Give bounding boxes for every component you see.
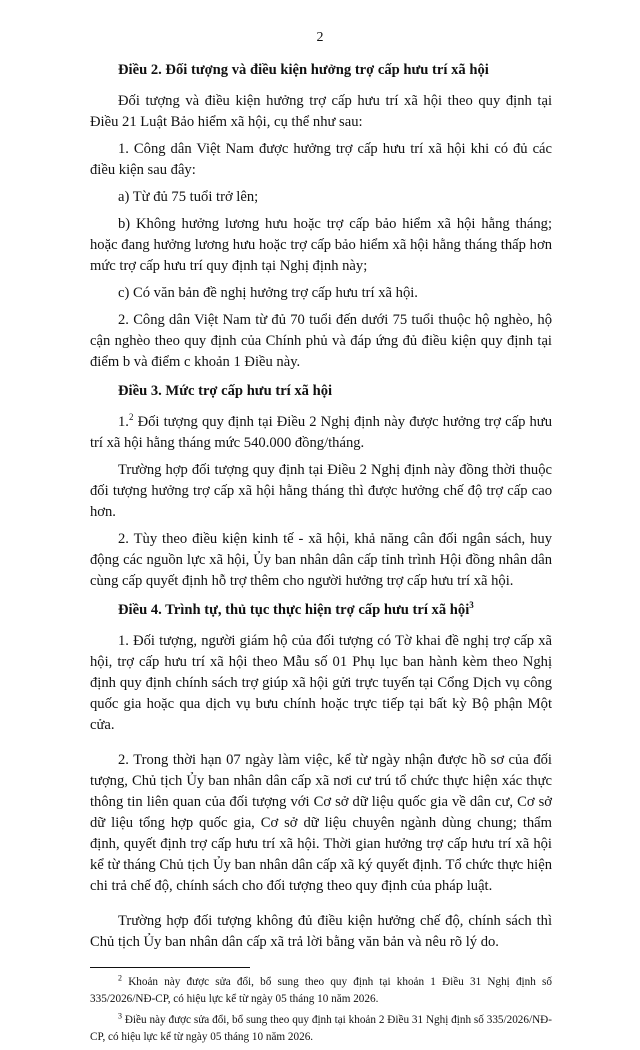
clause-number: 1.	[118, 414, 129, 430]
article-4-clause-1: 1. Đối tượng, người giám hộ của đối tượng có Tờ khai đề nghị trợ cấp xã hội, trợ cấp hưu trí xã hội theo Mẫu số 01 Phụ lục ban hành kèm theo Nghị định quy định chính sách trợ giúp xã hội gửi trực tuyến tại Cổng Dịch vụ công quốc gia hoặc qua dịch vụ bưu chính hoặc trực tiếp tại bất kỳ Bộ phận Một cửa.	[90, 633, 552, 733]
article-2-point-c: c) Có văn bản đề nghị hưởng trợ cấp hưu trí xã hội.	[118, 285, 418, 301]
page-number: 2	[316, 30, 324, 45]
footnote-ref-2[interactable]: 2	[128, 412, 134, 423]
heading-text: Điều 4. Trình tự, thủ tục thực hiện trợ cấp hưu trí xã hội	[118, 602, 470, 618]
article-4-clause-2: 2. Trong thời hạn 07 ngày làm việc, kể từ ngày nhận được hồ sơ của đối tượng, Chủ tịch Ủy ban nhân dân cấp xã nơi cư trú tổ chức thực hiện xác thực thông tin liên quan của đối tượng với Cơ sở dữ liệu quốc gia về dân cư, Cơ sở dữ liệu tổng hợp quốc gia, Cơ sở dữ liệu chuyên ngành dùng chung; thẩm định, quyết định trợ cấp hưu trí xã hội. Thời gian hưởng trợ cấp hưu trí xã hội kể từ tháng Chủ tịch Ủy ban nhân dân cấp xã ký quyết định. Tổ chức thực hiện chi trả chế độ, chính sách cho đối tượng theo quy định của pháp luật.	[90, 752, 552, 894]
footnote-text: Điều này được sửa đổi, bổ sung theo quy định tại khoản 2 Điều 31 Nghị định số 335/2026/NĐ-CP, có hiệu lực kể từ ngày 05 tháng 10 năm 2026.	[90, 1014, 552, 1043]
footnote-marker: 2	[118, 973, 122, 983]
clause-text: Đối tượng quy định tại Điều 2 Nghị định này được hưởng trợ cấp hưu trí xã hội hằng tháng mức 540.000 đồng/tháng.	[90, 414, 552, 451]
article-2-point-a: a) Từ đủ 75 tuổi trở lên;	[118, 189, 259, 205]
article-3-heading: Điều 3. Mức trợ cấp hưu trí xã hội	[118, 383, 333, 399]
footnote-2	[90, 974, 552, 1008]
article-2-heading: Điều 2. Đối tượng và điều kiện hưởng trợ cấp hưu trí xã hội	[118, 62, 489, 78]
footnote-ref-3[interactable]: 3	[469, 600, 474, 611]
footnote-3	[90, 1012, 552, 1046]
article-3-clause-2: 2. Tùy theo điều kiện kinh tế - xã hội, khả năng cân đối ngân sách, huy động các nguồn lực xã hội, Ủy ban nhân dân cấp tỉnh trình Hội đồng nhân dân cùng cấp quyết định hỗ trợ thêm cho người hưởng trợ cấp hưu trí xã hội.	[90, 531, 552, 589]
article-3-clause-1	[90, 412, 552, 454]
footnote-text: Khoản này được sửa đổi, bổ sung theo quy định tại khoản 1 Điều 31 Nghị định số 335/2026/NĐ-CP, có hiệu lực kể từ ngày 05 tháng 10 năm 2026.	[90, 976, 552, 1005]
article-4-paragraph-3: Trường hợp đối tượng không đủ điều kiện hưởng chế độ, chính sách thì Chủ tịch Ủy ban nhân dân cấp xã trả lời bằng văn bản và nêu rõ lý do.	[90, 913, 552, 950]
footnote-marker: 3	[118, 1011, 122, 1021]
document-body	[90, 60, 552, 1050]
article-2-clause-2: 2. Công dân Việt Nam từ đủ 70 tuổi đến dưới 75 tuổi thuộc hộ nghèo, hộ cận nghèo theo quy định của Chính phủ và đáp ứng đủ điều kiện quy định tại điểm b và điểm c khoản 1 Điều này.	[90, 312, 552, 370]
article-4-heading	[90, 600, 552, 621]
article-2-clause-1: 1. Công dân Việt Nam được hưởng trợ cấp hưu trí xã hội khi có đủ các điều kiện sau đây:	[90, 141, 552, 178]
article-3-paragraph-2: Trường hợp đối tượng quy định tại Điều 2 Nghị định này đồng thời thuộc đối tượng hưởng trợ cấp xã hội hằng tháng thì được hưởng chế độ trợ cấp cao hơn.	[90, 462, 552, 520]
footnote-divider	[90, 967, 250, 968]
article-2-intro: Đối tượng và điều kiện hưởng trợ cấp hưu trí xã hội theo quy định tại Điều 21 Luật Bảo hiểm xã hội, cụ thể như sau:	[90, 93, 552, 130]
article-2-point-b: b) Không hưởng lương hưu hoặc trợ cấp bảo hiểm xã hội hằng tháng; hoặc đang hưởng lương hưu hoặc trợ cấp bảo hiểm xã hội hằng tháng thấp hơn mức trợ cấp hưu trí quy định tại Nghị định này;	[90, 216, 552, 274]
